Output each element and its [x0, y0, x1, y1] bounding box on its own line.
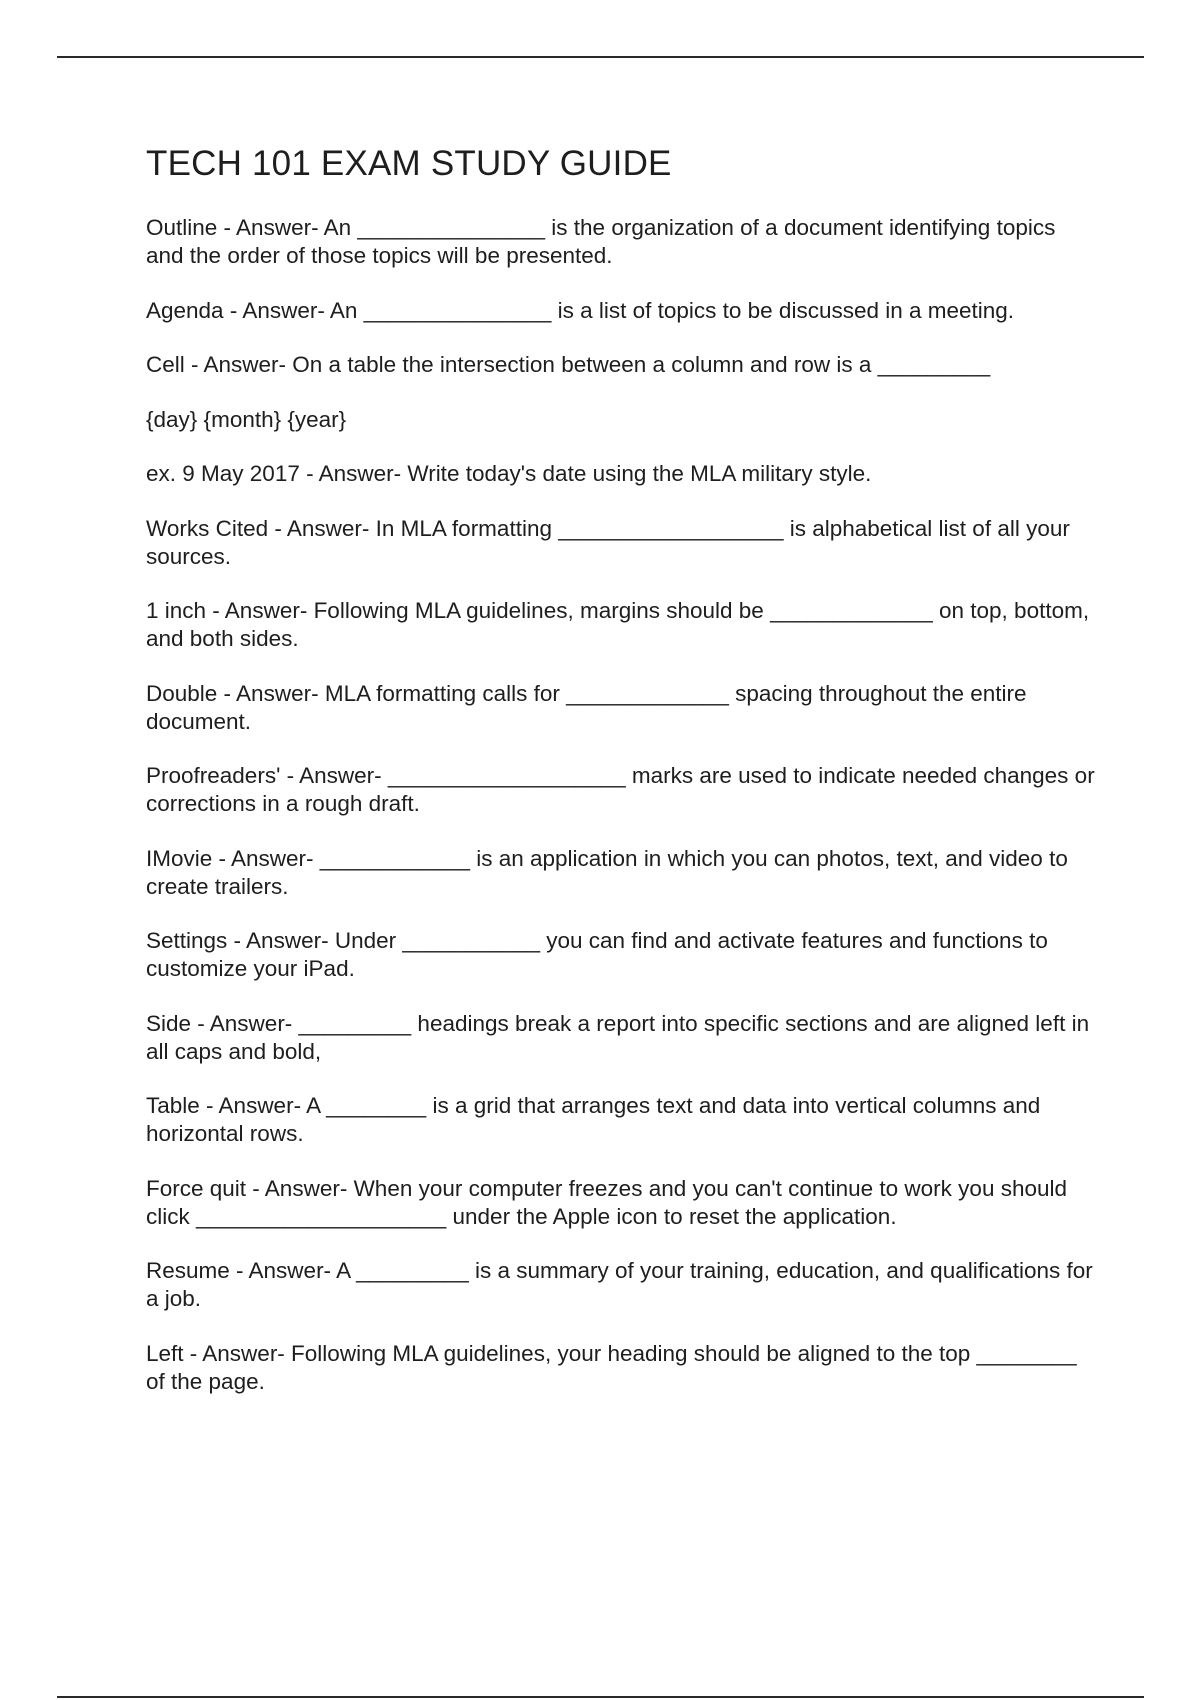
study-item-works-cited: Works Cited - Answer- In MLA formatting __________________ is alphabetical list of all your sources.: [146, 515, 1077, 569]
study-item-table: Table - Answer- A ________ is a grid that arranges text and data into vertical columns and horizontal rows.: [146, 1093, 1047, 1146]
top-rule: [57, 56, 1144, 58]
study-item-side-headings: Side - Answer- _________ headings break a report into specific sections and are aligned left in all caps and bold,: [146, 1010, 1096, 1064]
study-item-margins: 1 inch - Answer- Following MLA guidelines, margins should be _____________ on top, bottom, and both sides.: [146, 598, 1096, 651]
page-title: TECH 101 EXAM STUDY GUIDE: [146, 144, 672, 183]
document-body: [146, 142, 1101, 1422]
study-item-left: Left - Answer- Following MLA guidelines, your heading should be aligned to the top ________ of the page.: [146, 1340, 1083, 1394]
study-item-spacing: Double - Answer- MLA formatting calls for _____________ spacing throughout the entire document.: [146, 680, 1033, 734]
study-item-resume: Resume - Answer- A _________ is a summary of your training, education, and qualifications for a job.: [146, 1258, 1100, 1311]
study-item-outline: Outline - Answer- An _______________ is the organization of a document identifying topics and the order of those topics will be presented.: [146, 215, 1062, 268]
study-item-agenda: Agenda - Answer- An _______________ is a list of topics to be discussed in a meeting.: [146, 297, 1015, 323]
study-item-imovie: IMovie - Answer- ____________ is an application in which you can photos, text, and video to create trailers.: [146, 845, 1075, 899]
study-item-force-quit: Force quit - Answer- When your computer freezes and you can't continue to work you should click ____________________ under the Apple icon to reset the application.: [146, 1175, 1074, 1229]
study-item-date-example: ex. 9 May 2017 - Answer- Write today's date using the MLA military style.: [146, 461, 872, 486]
study-item-proofreaders: Proofreaders' - Answer- ___________________ marks are used to indicate needed changes or corrections in a rough draft.: [146, 763, 1101, 816]
study-items-list: [146, 214, 1101, 1396]
study-item-date-format: {day} {month} {year}: [146, 406, 347, 432]
study-item-cell: Cell - Answer- On a table the intersection between a column and row is a _________: [146, 352, 991, 377]
bottom-rule: [57, 1696, 1144, 1698]
study-item-settings: Settings - Answer- Under ___________ you can find and activate features and functions to customize your iPad.: [146, 928, 1055, 981]
